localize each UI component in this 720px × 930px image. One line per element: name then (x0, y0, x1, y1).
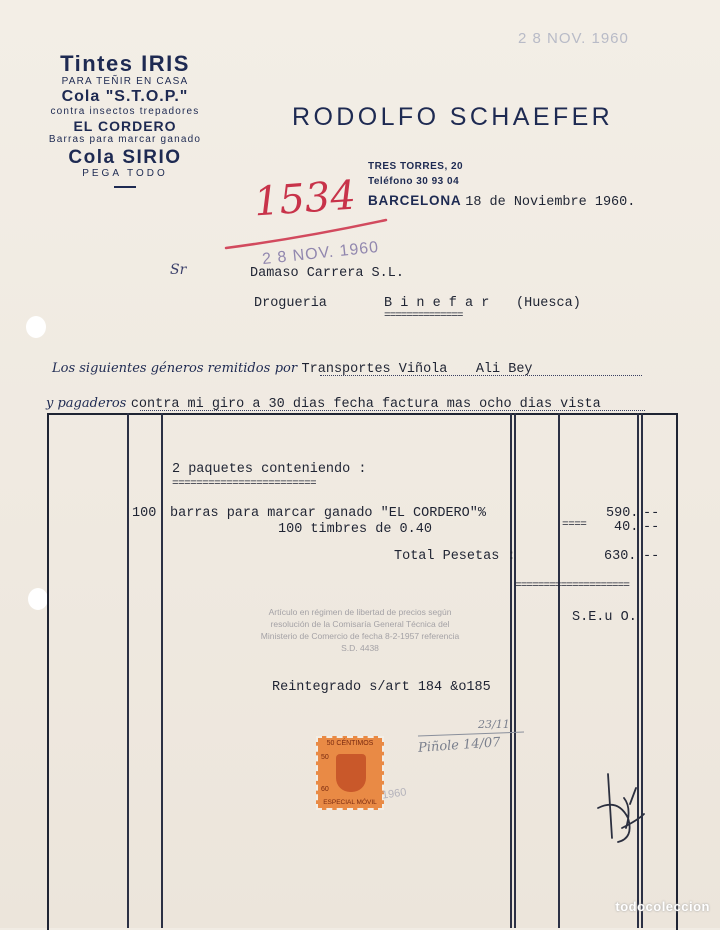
addressee-label: Drogueria (254, 296, 327, 311)
hole-punch-top (26, 316, 46, 338)
received-date-stamp: 2 8 NOV. 1960 (261, 238, 380, 269)
city: BARCELONA (368, 193, 462, 208)
signature (588, 768, 648, 858)
carrier-name: Transportes Viñola (301, 362, 448, 377)
letterhead-line4: contra insectos trepadores (50, 106, 200, 117)
letterhead-line6: Barras para marcar ganado (48, 134, 202, 145)
letterhead-line2: PARA TEÑIR EN CASA (61, 76, 189, 87)
subtotal-rule: ==== (562, 519, 587, 531)
column-line (514, 413, 516, 928)
addressee-town: B i n e f a r (384, 296, 490, 311)
letterhead-line8: PEGA TODO (82, 168, 168, 179)
revenue-stamp-value-top: 50 (321, 754, 329, 761)
addressee-name: Damaso Carrera S.L. (250, 266, 404, 281)
price-1-cents: -- (643, 506, 660, 521)
pencil-stroke (416, 728, 526, 742)
handwritten-invoice-number: 1534 (252, 172, 358, 226)
company-name: RODOLFO SCHAEFER (292, 103, 614, 131)
pencil-note: Piñole 14/07 (417, 735, 501, 756)
price-2: 40. (614, 520, 639, 535)
letterhead-line5: EL CORDERO (73, 118, 177, 134)
addressee-province: (Huesca) (516, 296, 581, 311)
item-subline: 100 timbres de 0.40 (278, 522, 432, 537)
reintegrado-line: Reintegrado s/art 184 &o185 (272, 680, 491, 695)
total-double-rule: ==================== (515, 580, 630, 592)
invoice-table-frame (47, 413, 678, 930)
hole-punch-bottom (28, 588, 48, 610)
coat-of-arms-icon (336, 754, 366, 792)
revenue-stamp (316, 736, 384, 810)
payment-printed: y pagaderos (46, 396, 127, 411)
shipping-by: por (274, 361, 298, 376)
letterhead-line1: Tintes IRIS (60, 51, 190, 76)
letterhead-line3: Cola "S.T.O.P." (61, 88, 189, 105)
revenue-stamp-value-bottom: 60 (321, 786, 329, 793)
total-amount: 630. (604, 549, 637, 564)
column-line (161, 413, 163, 928)
column-line (558, 413, 560, 928)
pencil-date: 23/11 (478, 718, 510, 731)
price-regulation-note: Artículo en régimen de libertad de precios según resolución de la Comisaría General Técnica del Ministerio de Comercio de fecha 8-2-1957 referencia S.D. 4438 (260, 607, 460, 653)
item-quantity: 100 (132, 506, 157, 521)
total-label: Total Pesetas : (394, 549, 516, 564)
price-2-cents: -- (643, 520, 660, 535)
received-date-stamp-top: 2 8 NOV. 1960 (518, 30, 629, 47)
addressee-underline: ============== (384, 310, 463, 322)
carrier-address: Ali Bey (475, 362, 533, 377)
street-address: TRES TORRES, 20 (368, 161, 464, 172)
column-line (510, 413, 512, 928)
letterhead-divider (114, 186, 136, 188)
phone-number: Teléfono 30 93 04 (368, 176, 460, 187)
price-1: 590. (606, 506, 639, 521)
package-heading: 2 paquetes conteniendo : (172, 462, 367, 477)
errors-omissions: S.E.u O. (572, 610, 637, 625)
revenue-stamp-bottom-text: ESPECIAL MÓVIL (323, 799, 377, 806)
revenue-stamp-top-text: 50 CÉNTIMOS (326, 740, 374, 747)
item-description: barras para marcar ganado "EL CORDERO"% (170, 506, 486, 521)
invoice-date: 18 de Noviembre 1960. (465, 195, 636, 210)
shipping-dotted-rule (320, 375, 642, 376)
letterhead-products (40, 52, 210, 188)
payment-terms: contra mi giro a 30 dias fecha factura mas ocho dias vista (130, 397, 601, 412)
column-line (127, 413, 129, 928)
package-heading-underline: ======================== (172, 478, 317, 490)
watermark: todocoleccion (615, 899, 710, 914)
faint-cancel-date: 1960 (381, 786, 408, 802)
city-date-line (368, 193, 635, 210)
salutation: Sr (170, 262, 187, 278)
total-cents: -- (643, 549, 660, 564)
payment-dotted-rule (140, 410, 645, 411)
shipping-printed: Los siguientes géneros remitidos (52, 361, 271, 376)
letterhead-line7: Cola SIRIO (68, 147, 182, 168)
